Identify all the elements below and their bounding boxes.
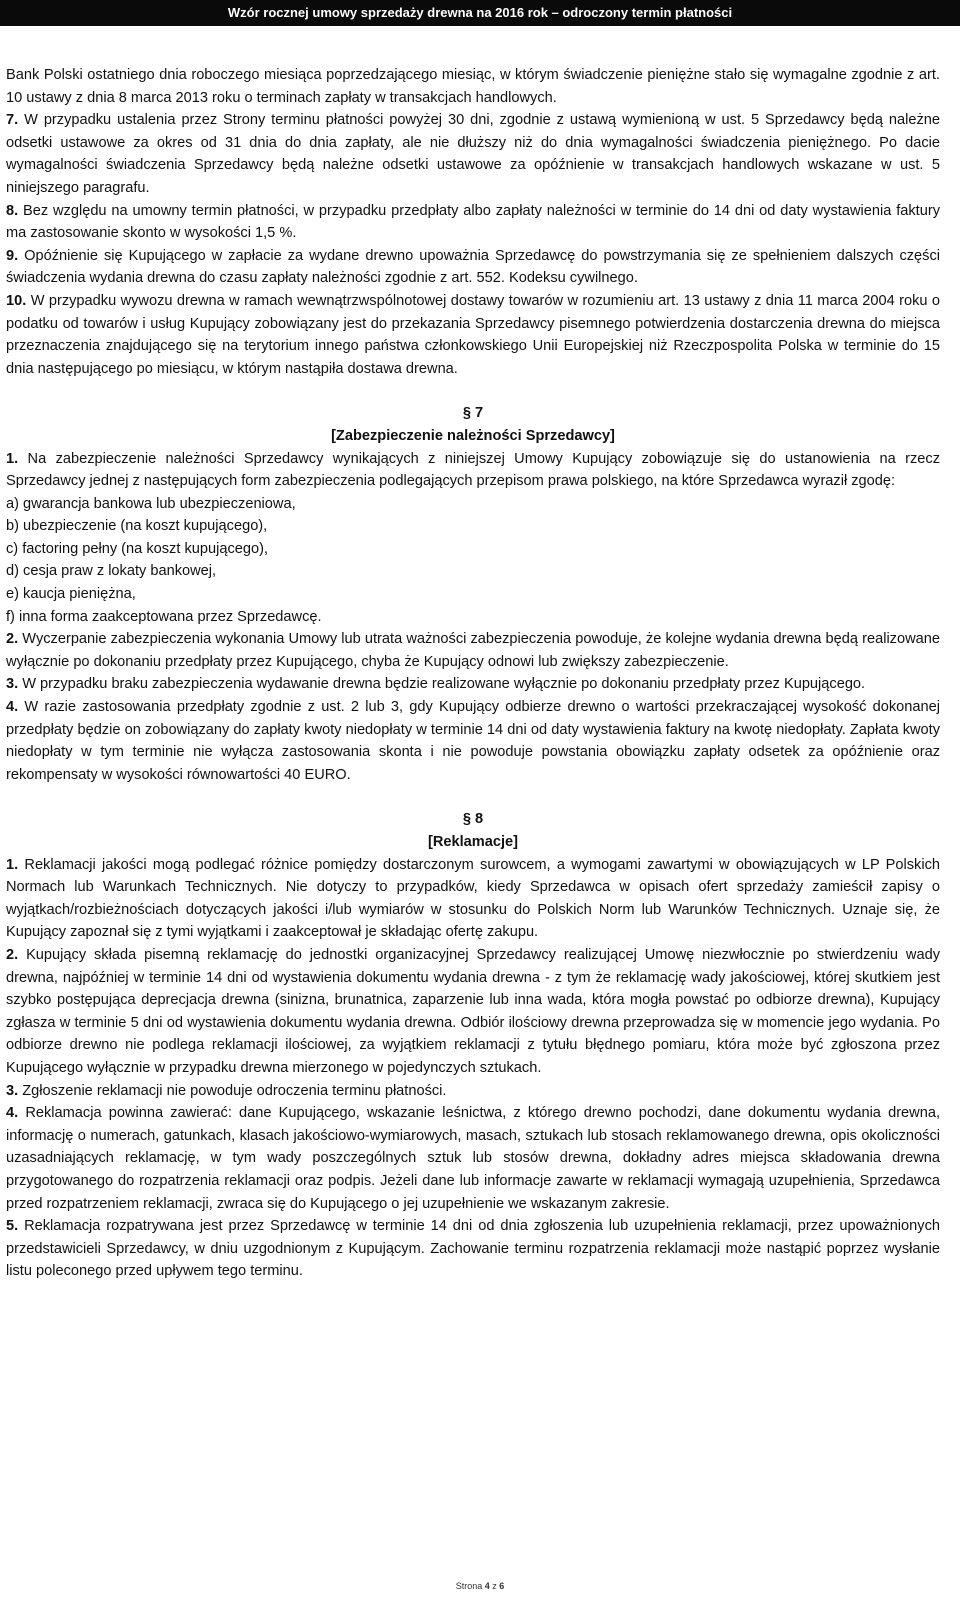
paragraph-text: W przypadku wywozu drewna w ramach wewnątrzwspólnotowej dostawy towarów w rozumieniu art. 13 ustawy z dnia 11 marca 2004 roku o podatku od towarów i usług Kupujący zobowiązany jest do przekazania Sprzedawcy pisemnego potwierdzenia dostarczenia drewna do miejsca przeznaczenia znajdującego się na terytorium innego państwa członkowskiego Unii Europejskiej niż Rzeczpospolita Polska w terminie do 15 dnia następującego po miesiącu, w którym nastąpiła dostawa drewna. xyxy=(6,292,940,377)
section-7-paragraph-2 xyxy=(6,628,940,673)
section-8-paragraph-5 xyxy=(6,1215,940,1283)
paragraph-text: Opóźnienie się Kupującego w zapłacie za wydane drewno upoważnia Sprzedawcę do powstrzymania się ze spełnieniem dalszych części świadczenia wydania drewna do czasu zapłaty należności zgodnie z art. 552. Kodeksu cywilnego. xyxy=(6,247,940,287)
page-label: Strona xyxy=(455,1581,485,1591)
security-option: d) cesja praw z lokaty bankowej, xyxy=(6,563,217,580)
paragraph-text: Reklamacja powinna zawierać: dane Kupującego, wskazanie leśnictwa, z którego drewno pochodzi, dane dokumentu wydania drewna, informację o numerach, gatunkach, klasach jakościowo-wymiarowych, masach, sztukach lub stosach reklamowanego drewna, opis okoliczności uzasadniających reklamację, w tym wady poszczególnych sztuk lub stosów drewna, dokładny adres miejsca składowania drewna przygotowanego do rozpatrzenia reklamacji oraz podpis. Jeżeli dane lub informacje zawarte w reklamacji wymagają uzupełnienia, Sprzedawca przed rozpatrzeniem reklamacji, zwraca się do Kupującego o jej uzupełnienie we wskazanym zakresie. xyxy=(6,1105,940,1212)
paragraph-text: Reklamacji jakości mogą podlegać różnice pomiędzy dostarczonym surowcem, a wymogami zawartymi w obowiązujących w LP Polskich Normach lub Warunkach Technicznych. Nie dotyczy to przypadków, kiedy Sprzedawca w opisach ofert sprzedaży zamieścił zapisy o wyjątkach/rozbieżnościach dotyczących jakości i/lub wymiarów w stosunku do Polskich Norm lub Warunków Technicznych. Uznaje się, że Kupujący zapoznał się z tymi wyjątkami i zaakceptował je składając ofertę zakupu. xyxy=(6,856,940,941)
paragraph-number: 2. xyxy=(6,631,19,648)
paragraph-number: 10. xyxy=(6,292,27,309)
paragraph-9 xyxy=(6,245,940,290)
paragraph-number: 9. xyxy=(6,247,19,264)
paragraph-8 xyxy=(6,200,940,245)
paragraph-number: 1. xyxy=(6,856,19,873)
section-8-paragraph-1 xyxy=(6,854,940,944)
paragraph-text: W przypadku ustalenia przez Strony terminu płatności powyżej 30 dni, zgodnie z ustawą wymienioną w ust. 5 Sprzedawcy będą należne odsetki ustawowe za okres od 31 dnia do dnia zapłaty, ale nie dłuższy niż do dnia wymagalności świadczenia pieniężnego. Po dacie wymagalności świadczenia Sprzedawcy będą należne odsetki ustawowe za opóźnienie w transakcjach handlowych wskazane w ust. 5 niniejszego paragrafu. xyxy=(6,112,940,196)
section-8-heading: § 8 xyxy=(462,811,484,828)
paragraph-text: Na zabezpieczenie należności Sprzedawcy wynikających z niniejszej Umowy Kupujący zobowiązuje się do ustanowienia na rzecz Sprzedawcy jednej z następujących form zabezpieczenia podlegających przepisom prawa polskiego, na które Sprzedawca wyraził zgodę: xyxy=(6,450,940,490)
security-option: a) gwarancja bankowa lub ubezpieczeniowa, xyxy=(6,495,296,512)
paragraph-10 xyxy=(6,290,940,380)
security-option: f) inna forma zaakceptowana przez Sprzedawcę. xyxy=(6,608,322,625)
section-7-paragraph-1 xyxy=(6,448,940,493)
paragraph-text: W przypadku braku zabezpieczenia wydawanie drewna będzie realizowane wyłącznie po dokonaniu przedpłaty przez Kupującego. xyxy=(18,676,866,693)
paragraph-7 xyxy=(6,109,940,199)
security-option: c) factoring pełny (na koszt kupującego), xyxy=(6,540,269,557)
paragraph-number: 8. xyxy=(6,202,19,219)
paragraph-number: 3. xyxy=(6,1082,19,1099)
page-separator: z xyxy=(489,1581,500,1591)
paragraph-text: Reklamacja rozpatrywana jest przez Sprzedawcę w terminie 14 dni od dnia zgłoszenia lub uzupełnienia reklamacji, przez upoważnionych przedstawicieli Sprzedawcy, w dniu uzgodnionym z Kupującym. Zachowanie terminu rozpatrzenia reklamacji może nastąpić poprzez wysłanie listu poleconego przed upływem tego terminu. xyxy=(6,1218,940,1280)
section-7-title: [Zabezpieczenie należności Sprzedawcy] xyxy=(331,427,615,444)
continuation-text: Bank Polski ostatniego dnia roboczego miesiąca poprzedzającego miesiąc, w którym świadczenie pieniężne stało się wymagalne zgodnie z art. 10 ustawy z dnia 8 marca 2013 roku o terminach zapłaty w transakcjach handlowych. xyxy=(6,67,940,106)
section-8-paragraph-2 xyxy=(6,944,940,1080)
document-header xyxy=(0,0,960,26)
paragraph-number: 7. xyxy=(6,112,19,129)
paragraph-text: Zgłoszenie reklamacji nie powoduje odroczenia terminu płatności. xyxy=(18,1082,447,1099)
page-number: 4 xyxy=(484,1581,490,1591)
document-title: Wzór rocznej umowy sprzedaży drewna na 2016 rok – odroczony termin płatności xyxy=(227,5,733,20)
paragraph-number: 2. xyxy=(6,946,19,963)
paragraph-number: 3. xyxy=(6,676,19,693)
paragraph-number: 1. xyxy=(6,450,19,467)
paragraph-text: Kupujący składa pisemną reklamację do jednostki organizacyjnej Sprzedawcy realizującej Umowę niezwłocznie po stwierdzeniu wady drewna, najpóźniej w terminie 14 dni od wystawienia dokumentu wydania drewna - z tym że reklamację wady jakościowej, której skutkiem jest szybko postępująca deprecjacja drewna (sinizna, brunatnica, zaparzenie lub inna wada, która mogła powstać po odbiorze drewna), Kupujący zgłasza w terminie 5 dni od wystawienia dokumentu wydania drewna. Odbiór ilościowy drewna przeprowadza się w momencie jego wydania. Po odbiorze drewno nie podlega reklamacji ilościowej, za wyjątkiem reklamacji z tytułu błędnego pomiaru, która może być zgłoszona przez Kupującego wyłącznie w przypadku drewna mierzonego w pojedynczych sztukach. xyxy=(6,946,940,1076)
paragraph-text: Wyczerpanie zabezpieczenia wykonania Umowy lub utrata ważności zabezpieczenia powoduje, że kolejne wydania drewna będą realizowane wyłącznie po dokonaniu przedpłaty przez Kupującego, chyba że Kupujący odnowi lub zwiększy zabezpieczenie. xyxy=(6,631,940,670)
document-body xyxy=(6,64,940,1283)
section-8-paragraph-3 xyxy=(6,1080,940,1103)
paragraph-number: 5. xyxy=(6,1218,19,1235)
paragraph-text: Bez względu na umowny termin płatności, w przypadku przedpłaty albo zapłaty należności w terminie do 14 dni od daty wystawienia faktury ma zastosowanie skonto w wysokości 1,5 %. xyxy=(6,202,940,242)
section-7-heading: § 7 xyxy=(462,405,484,422)
security-option: b) ubezpieczenie (na koszt kupującego), xyxy=(6,518,268,535)
security-option: e) kaucja pieniężna, xyxy=(6,586,136,603)
section-7-paragraph-4 xyxy=(6,696,940,786)
paragraph-number: 4. xyxy=(6,1105,19,1122)
page-total: 6 xyxy=(499,1581,505,1591)
section-7-paragraph-3 xyxy=(6,673,940,696)
page-footer xyxy=(0,1581,960,1591)
section-8-title: [Reklamacje] xyxy=(427,834,519,850)
paragraph-text: W razie zastosowania przedpłaty zgodnie z ust. 2 lub 3, gdy Kupujący odbierze drewno o wartości przekraczającej wysokość dokonanej przedpłaty będzie on zobowiązany do zapłaty kwoty niedopłaty w terminie 14 dni od daty wystawienia faktury na kwotę niedopłaty. Zapłata kwoty niedopłaty w tym terminie nie wyłącza zastosowania skonta i nie powoduje powstania obowiązku zapłaty odsetek za opóźnienie oraz rekompensaty w wysokości równowartości 40 EURO. xyxy=(6,699,940,783)
section-8-paragraph-4 xyxy=(6,1102,940,1215)
paragraph-number: 4. xyxy=(6,699,19,716)
